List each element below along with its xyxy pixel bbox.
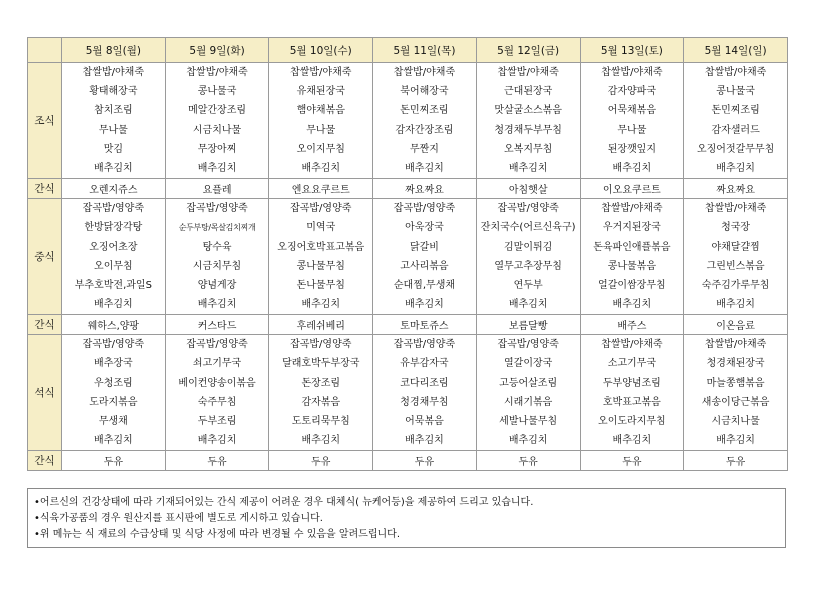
- snack-cell: 두유: [373, 451, 477, 471]
- menu-item: 배추김치: [197, 299, 237, 311]
- menu-item: 배추김치: [716, 435, 755, 447]
- menu-item: 찹쌀밥/야채죽: [601, 67, 663, 78]
- menu-item: 청국장: [721, 222, 751, 234]
- menu-item: 배추김치: [716, 162, 755, 174]
- menu-item: 오징어초장: [89, 241, 138, 253]
- menu-cell: [580, 63, 684, 179]
- menu-item: 시금치나물: [711, 416, 760, 427]
- lunch-row: [28, 199, 788, 315]
- menu-item: 오이무침: [94, 260, 133, 272]
- menu-item: 그린빈스볶음: [706, 260, 765, 272]
- menu-item: 감자볶음: [301, 396, 341, 408]
- snack-cell: 짜요짜요: [684, 179, 788, 199]
- menu-item: 잡곡밥/영양죽: [393, 339, 456, 351]
- note-line: •식육가공품의 경우 원산지를 표시판에 별도로 게시하고 있습니다.: [34, 513, 323, 524]
- menu-item: 돈장조림: [301, 377, 341, 389]
- snack-cell: 두유: [269, 451, 373, 471]
- menu-item: 잡곡밥/영양죽: [497, 203, 559, 215]
- menu-item: 탕수육: [202, 241, 232, 253]
- day-header: 5월 13일(토): [580, 38, 684, 63]
- menu-item: 청경채된장국: [706, 358, 765, 370]
- menu-item: 무나물: [306, 124, 336, 136]
- menu-item: 고사리볶음: [400, 260, 449, 272]
- menu-item: 베이컨양송이볶음: [178, 377, 256, 389]
- menu-item: 근대된장국: [504, 86, 553, 98]
- snack-cell: 두유: [165, 451, 269, 471]
- snack-row-afternoon: [28, 315, 788, 335]
- menu-item: 맛김: [103, 143, 124, 155]
- menu-cell: [373, 335, 477, 451]
- menu-item: 우거지된장국: [602, 222, 661, 234]
- menu-item: 잡곡밥/영양죽: [290, 339, 352, 351]
- menu-cell: [62, 63, 166, 179]
- menu-item: 시래기볶음: [504, 396, 553, 408]
- menu-cell: [476, 63, 580, 179]
- menu-item: 콩나물볶음: [607, 260, 657, 272]
- meal-label-lunch: 중식: [28, 199, 62, 315]
- menu-cell: [684, 335, 788, 451]
- menu-cell: [580, 335, 684, 451]
- menu-item: 무나물: [98, 124, 128, 136]
- menu-item: 아욱장국: [405, 222, 444, 234]
- menu-item: 달래호박두부장국: [282, 358, 360, 370]
- menu-item: 유부감자국: [400, 358, 449, 370]
- menu-item: 배추김치: [612, 435, 652, 447]
- menu-item: 고등어살조림: [499, 377, 558, 389]
- weekly-menu-table: [27, 37, 788, 471]
- menu-item: 배추김치: [301, 162, 341, 174]
- menu-item: 햄야채볶음: [296, 105, 345, 117]
- menu-item: 잡곡밥/영양죽: [82, 339, 145, 351]
- menu-item: 닭갈비: [409, 241, 439, 253]
- menu-cell: [684, 63, 788, 179]
- menu-item: 감자양파국: [607, 86, 657, 98]
- menu-item: 두부양념조림: [602, 377, 661, 389]
- header-row: [28, 38, 788, 63]
- menu-item: 참치조림: [94, 105, 133, 117]
- snack-cell: 아침햇살: [476, 179, 580, 199]
- menu-item: 소고기무국: [607, 358, 657, 370]
- menu-item: 메알간장조림: [188, 105, 247, 117]
- snack-cell: 웨하스,양팡: [62, 315, 166, 335]
- snack-cell: 두유: [684, 451, 788, 471]
- header-corner: [28, 38, 62, 63]
- menu-cell: [269, 199, 373, 315]
- menu-item: 배추김치: [508, 162, 548, 174]
- menu-item: 배추김치: [612, 162, 652, 174]
- note-line: •어르신의 건강상태에 따라 기재되어있는 간식 제공이 어려운 경우 대체식( 뉴케어등)을 제공하여 드리고 있습니다.: [34, 497, 534, 508]
- menu-cell: [373, 63, 477, 179]
- snack-cell: 짜요짜요: [373, 179, 477, 199]
- snack-cell: 이오요쿠르트: [580, 179, 684, 199]
- snack-cell: 엔요요쿠르트: [269, 179, 373, 199]
- menu-item: 된장깻잎지: [607, 143, 657, 155]
- menu-item: 찹쌀밥/야채죽: [704, 67, 767, 78]
- menu-item: 어묵볶음: [405, 416, 444, 427]
- menu-item: 무나물: [617, 124, 647, 136]
- menu-item: 우청조림: [94, 377, 133, 389]
- menu-item: 오복지무침: [504, 143, 553, 155]
- menu-cell: [476, 199, 580, 315]
- snack-row-morning: [28, 179, 788, 199]
- menu-cell: [62, 335, 166, 451]
- menu-item: 양념게장: [197, 279, 237, 291]
- menu-item: 순대찜,무생채: [393, 279, 456, 291]
- snack-cell: 오렌지쥬스: [62, 179, 166, 199]
- menu-item: 세발나물무침: [499, 416, 558, 427]
- menu-cell: [62, 199, 166, 315]
- menu-item: 잡곡밥/영양죽: [497, 339, 559, 351]
- menu-item: 청경채두부무침: [494, 124, 562, 136]
- menu-item: 열갈이장국: [504, 358, 553, 370]
- day-header: 5월 12일(금): [476, 38, 580, 63]
- menu-cell: [165, 199, 269, 315]
- snack-cell: 후레쉬베리: [269, 315, 373, 335]
- menu-item: 찹쌀밥/야채죽: [290, 67, 352, 78]
- menu-item: 배추김치: [94, 299, 133, 311]
- snack-cell: 커스타드: [165, 315, 269, 335]
- menu-item: 오징어젓갈무무침: [696, 143, 775, 155]
- menu-item: 돈민찌조림: [711, 105, 760, 117]
- menu-item: 어묵채볶음: [607, 105, 657, 117]
- menu-item: 도라지볶음: [89, 396, 138, 408]
- breakfast-row: [28, 63, 788, 179]
- menu-cell: [269, 335, 373, 451]
- menu-item: 배추김치: [301, 299, 341, 311]
- menu-item: 도토리묵무침: [291, 416, 350, 427]
- menu-cell: [373, 199, 477, 315]
- day-header: 5월 9일(화): [165, 38, 269, 63]
- snack-cell: 보름달빵: [476, 315, 580, 335]
- menu-item: 부추호박전,과일S: [74, 279, 152, 291]
- snack-cell: 두유: [580, 451, 684, 471]
- menu-item: 잡곡밥/영양죽: [82, 203, 145, 215]
- menu-item: 찹쌀밥/야채죽: [704, 339, 767, 351]
- menu-item: 김말이튀김: [504, 241, 553, 253]
- menu-item: 잡곡밥/영양죽: [290, 203, 352, 215]
- menu-item: 오이도라지무침: [598, 416, 666, 427]
- menu-cell: [269, 63, 373, 179]
- menu-item: 새송이당근볶음: [701, 396, 770, 408]
- snack-cell: 두유: [62, 451, 166, 471]
- menu-item: 미역국: [306, 222, 336, 234]
- menu-item: 청경채무침: [400, 396, 449, 408]
- menu-item: 마늘쫑햄볶음: [706, 377, 765, 389]
- menu-item: 쇠고기무국: [192, 358, 242, 370]
- menu-item: 돈민찌조림: [400, 105, 449, 117]
- day-header: 5월 14일(일): [684, 38, 788, 63]
- menu-item: 코다리조림: [400, 377, 449, 389]
- menu-item: 숙주김가루무침: [701, 279, 770, 291]
- snack-cell: 토마토쥬스: [373, 315, 477, 335]
- snack-cell: 이온음료: [684, 315, 788, 335]
- menu-item: 얼갈이쌈장무침: [598, 279, 666, 291]
- menu-item: 배추김치: [612, 299, 652, 311]
- menu-item: 배추김치: [197, 162, 237, 174]
- menu-cell: [476, 335, 580, 451]
- notes-box: [27, 488, 786, 548]
- menu-item: 호박표고볶음: [602, 396, 661, 408]
- day-header: 5월 10일(수): [269, 38, 373, 63]
- menu-item: 한방닭장각탕: [84, 222, 143, 234]
- menu-item: 배추김치: [508, 299, 548, 311]
- menu-item: 돈나물무침: [296, 279, 345, 291]
- menu-item: 찹쌀밥/야채죽: [601, 203, 663, 215]
- note-line: •위 메뉴는 식 재료의 수급상태 및 식당 사정에 따라 변경될 수 있음을 알려드립니다.: [34, 529, 401, 540]
- menu-item: 잔치국수(어르신육구): [480, 222, 576, 234]
- snack-cell: 두유: [476, 451, 580, 471]
- menu-item: 시금치무침: [192, 260, 242, 272]
- menu-item: 콩나물국: [197, 86, 237, 98]
- meal-label-snack: 간식: [28, 179, 62, 199]
- menu-item: 배추김치: [405, 162, 444, 174]
- menu-item: 오이지무침: [296, 143, 345, 155]
- menu-item: 감자샐러드: [711, 124, 760, 136]
- meal-label-snack: 간식: [28, 451, 62, 471]
- menu-item: 유채된장국: [296, 86, 345, 98]
- menu-item: 감자간장조림: [395, 124, 454, 136]
- day-header: 5월 11일(목): [373, 38, 477, 63]
- menu-item: 잡곡밥/영양죽: [186, 339, 248, 351]
- menu-item: 배추김치: [405, 299, 444, 311]
- menu-item: 배추김치: [508, 435, 548, 447]
- menu-item: 배추김치: [94, 435, 133, 447]
- meal-label-dinner: 석식: [28, 335, 62, 451]
- menu-item: 돈육파인애플볶음: [593, 241, 671, 253]
- menu-item: 열무고추장무침: [494, 260, 562, 272]
- menu-cell: [684, 199, 788, 315]
- menu-item: 찹쌀밥/야채죽: [497, 67, 559, 78]
- menu-item: 찹쌀밥/야채죽: [601, 339, 663, 351]
- menu-item: 찹쌀밥/야채죽: [393, 67, 456, 78]
- menu-item: 무장아찌: [197, 143, 237, 155]
- menu-item: 숙주무침: [197, 396, 237, 408]
- meal-label-breakfast: 조식: [28, 63, 62, 179]
- menu-item: 잡곡밥/영양죽: [186, 203, 248, 215]
- snack-row-evening: [28, 451, 788, 471]
- menu-item: 찹쌀밥/야채죽: [82, 67, 145, 78]
- menu-item: 순두부탕/목살김치찌개: [178, 223, 256, 233]
- menu-item: 배추김치: [301, 435, 341, 447]
- menu-cell: [580, 199, 684, 315]
- menu-item: 콩나물국: [716, 86, 755, 98]
- menu-item: 무생채: [98, 416, 128, 427]
- menu-item: 시금치나물: [192, 124, 242, 136]
- day-header: 5월 8일(월): [62, 38, 166, 63]
- menu-cell: [165, 63, 269, 179]
- snack-cell: 배주스: [580, 315, 684, 335]
- menu-item: 배추김치: [405, 435, 444, 447]
- menu-item: 잡곡밥/영양죽: [393, 203, 456, 215]
- menu-item: 콩나물무침: [296, 260, 345, 272]
- menu-item: 연두부: [513, 279, 543, 291]
- menu-item: 두부조림: [197, 416, 237, 427]
- menu-item: 오징어호박표고볶음: [277, 241, 365, 253]
- menu-item: 찹쌀밥/야채죽: [186, 67, 248, 78]
- menu-item: 북어해장국: [400, 86, 449, 98]
- menu-item: 야채달걀찜: [711, 241, 760, 253]
- menu-item: 찹쌀밥/야채죽: [704, 203, 767, 215]
- dinner-row: [28, 335, 788, 451]
- snack-cell: 요플레: [165, 179, 269, 199]
- menu-item: 맛살굴소스볶음: [494, 105, 562, 117]
- menu-item: 배추김치: [94, 162, 133, 174]
- menu-cell: [165, 335, 269, 451]
- menu-item: 황태해장국: [89, 86, 138, 98]
- menu-item: 배추장국: [94, 358, 133, 370]
- menu-item: 배추김치: [197, 435, 237, 447]
- menu-item: 배추김치: [716, 299, 755, 311]
- menu-item: 무짠지: [409, 143, 439, 155]
- meal-label-snack: 간식: [28, 315, 62, 335]
